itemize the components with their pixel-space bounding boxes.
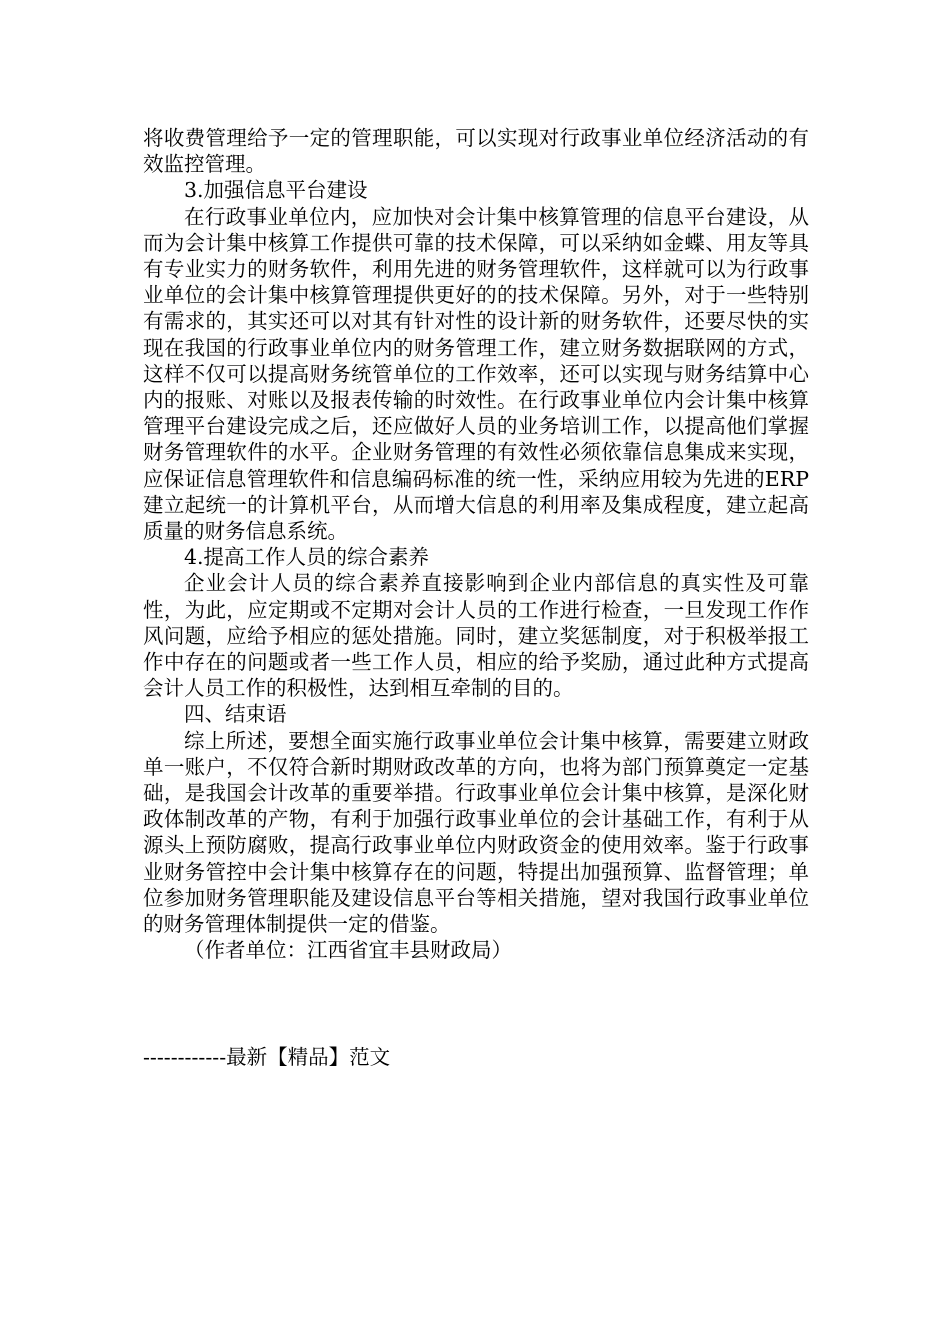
section-heading-staff-quality: 4.提高工作人员的综合素养 [184,545,430,570]
paragraph-info-platform: 在行政事业单位内，应加快对会计集中核算管理的信息平台建设，从而为会计集中核算工作提供可靠的技术保障，可以采纳如金蝶、用友等具有专业实力的财务软件，利用先进的财务管理软件，这样就可以为行政事业单位的会计集中核算管理提供更好的的技术保障。另外，对于一些特别有需求的，其实还可以对其有针对性的设计新的财务软件，还要尽快的实现在我国的行政事业单位内的财务管理工作，建立财务数据联网的方式，这样不仅可以提高财务统管单位的工作效率，还可以实现与财务结算中心内的报账、对账以及报表传输的时效性。在行政事业单位内会计集中核算管理平台建设完成之后，还应做好人员的业务培训工作，以提高他们掌握财务管理软件的水平。企业财务管理的有效性必须依靠信息集成来实现，应保证信息管理软件和信息编码标准的统一性，采纳应用较为先进的ERP建立起统一的计算机平台，从而增大信息的利用率及集成程度，建立起高质量的财务信息系统。 [143,204,809,544]
paragraph-conclusion: 综上所述，要想全面实施行政事业单位会计集中核算，需要建立财政单一账户，不仅符合新时期财政改革的方向，也将为部门预算奠定一定基础，是我国会计改革的重要举措。行政事业单位会计集中核算，是深化财政体制改革的产物，有利于加强行政事业单位的会计基础工作，有利于从源头上预防腐败，提高行政事业单位内财政资金的使用效率。鉴于行政事业财务管控中会计集中核算存在的问题，特提出加强预算、监督管理；单位参加财务管理职能及建设信息平台等相关措施，望对我国行政事业单位的财务管理体制提供一定的借鉴。 [143,728,809,937]
page-footer: ------------最新【精品】范文 [143,1045,391,1069]
paragraph-continuation: 将收费管理给予一定的管理职能，可以实现对行政事业单位经济活动的有效监控管理。 [143,126,809,177]
author-affiliation: （作者单位：江西省宜丰县财政局） [184,938,512,963]
section-heading-info-platform: 3.加强信息平台建设 [184,178,368,203]
article-body [143,125,809,964]
section-heading-conclusion: 四、结束语 [184,702,287,727]
paragraph-staff-quality: 企业会计人员的综合素养直接影响到企业内部信息的真实性及可靠性，为此，应定期或不定期对会计人员的工作进行检查，一旦发现工作作风问题，应给予相应的惩处措施。同时，建立奖惩制度，对于积极举报工作中存在的问题或者一些工作人员，相应的给予奖励，通过此种方式提高会计人员工作的积极性，达到相互牵制的目的。 [143,571,809,701]
